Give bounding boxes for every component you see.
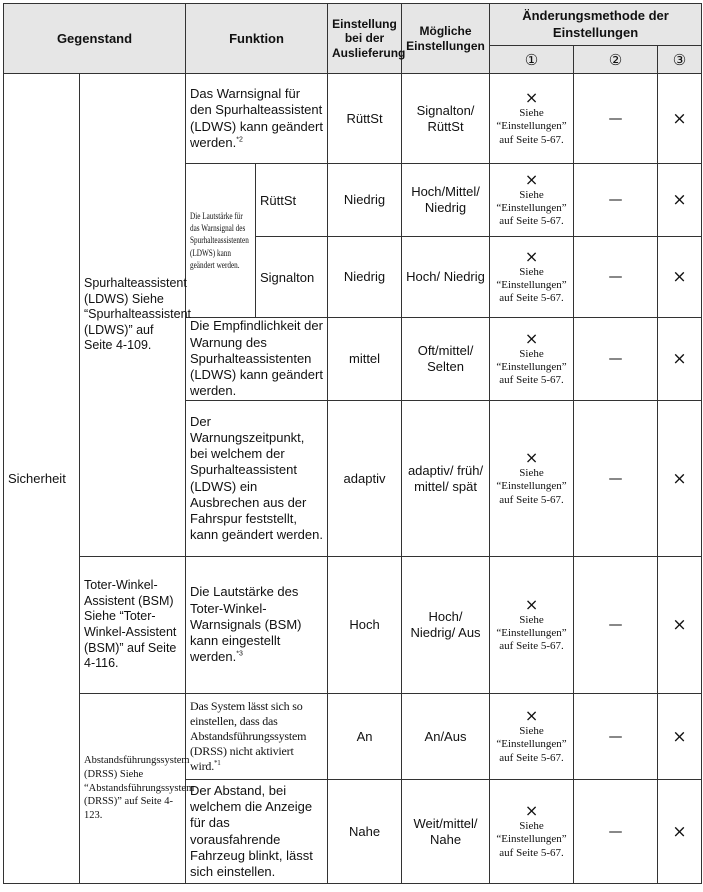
method-1-cell <box>490 237 574 318</box>
dash-icon: — <box>574 401 658 557</box>
options-value: Weit/mittel/ Nahe <box>402 780 490 884</box>
settings-reference: Siehe “Einstellungen” auf Seite 5-67. <box>496 347 567 387</box>
cross-icon: × <box>524 169 539 189</box>
settings-reference: Siehe “Einstellungen” auf Seite 5-67. <box>496 467 567 506</box>
dash-icon: — <box>574 164 658 237</box>
header-default-setting: Einstellung bei der Auslieferung <box>328 4 402 74</box>
group-ldws: Spurhalteassistent (LDWS) Siehe “Spurhalteassistent (LDWS)” auf Seite 4-109. <box>80 74 186 557</box>
function-text: Der Abstand, bei welchem die Anzeige für das vorausfahrende Fahrzeug blinkt, lässt sich einstellen. <box>186 780 328 884</box>
options-value: Oft/mittel/ Selten <box>402 318 490 401</box>
method-1-cell <box>490 318 574 401</box>
method-1-cell <box>490 780 574 884</box>
settings-reference: Siehe “Einstellungen” auf Seite 5-67. <box>496 613 567 653</box>
header-method-1: ① <box>490 46 574 74</box>
cross-icon: × <box>524 801 539 821</box>
cross-icon: × <box>658 164 702 237</box>
default-value: Hoch <box>328 557 402 694</box>
options-value: Signalton/ RüttSt <box>402 74 490 164</box>
function-text: Der Warnungszeitpunkt, bei welchem der Spurhalteassistent (LDWS) ein Ausbrechen aus der Fahrspur feststellt, kann geändert werden. <box>186 401 328 557</box>
function-text: Die Empfindlichkeit der Warnung des Spurhalteassistenten (LDWS) kann geändert werden. <box>186 318 328 401</box>
volume-label-cell <box>186 164 256 318</box>
settings-reference: Siehe “Einstellungen” auf Seite 5-67. <box>496 820 567 859</box>
default-value: adaptiv <box>328 401 402 557</box>
method-1-cell <box>490 557 574 694</box>
cross-icon: × <box>524 88 539 108</box>
table-row <box>4 74 702 164</box>
dash-icon: — <box>574 74 658 164</box>
cross-icon: × <box>524 706 539 726</box>
options-value: Hoch/ Niedrig/ Aus <box>402 557 490 694</box>
options-value: An/Aus <box>402 694 490 780</box>
cross-icon: × <box>658 780 702 884</box>
footnote-ref: *3 <box>236 651 243 659</box>
cross-icon: × <box>658 237 702 318</box>
dash-icon: — <box>574 318 658 401</box>
header-method-3: ③ <box>658 46 702 74</box>
settings-reference: Siehe “Einstellungen” auf Seite 5-67. <box>496 188 567 228</box>
sub-setting-label: RüttSt <box>256 164 328 237</box>
header-change-method: Änderungsmethode der Einstellungen <box>490 4 702 46</box>
cross-icon: × <box>658 74 702 164</box>
cross-icon: × <box>658 557 702 694</box>
options-value: Hoch/Mittel/ Niedrig <box>402 164 490 237</box>
cross-icon: × <box>658 694 702 780</box>
cross-icon: × <box>524 328 539 348</box>
cross-icon: × <box>658 318 702 401</box>
default-value: Niedrig <box>328 237 402 318</box>
default-value: An <box>328 694 402 780</box>
dash-icon: — <box>574 557 658 694</box>
table-row <box>4 694 702 780</box>
sub-setting-label: Signalton <box>256 237 328 318</box>
cross-icon: × <box>658 401 702 557</box>
settings-reference: Siehe “Einstellungen” auf Seite 5-67. <box>496 725 567 764</box>
dash-icon: — <box>574 694 658 780</box>
default-value: mittel <box>328 318 402 401</box>
category-cell: Sicherheit <box>4 74 80 884</box>
cross-icon: × <box>524 594 539 614</box>
group-drss: Abstandsführungssystem (DRSS) Siehe “Abstandsführungssystem (DRSS)” auf Seite 4-123. <box>80 694 186 884</box>
dash-icon: — <box>574 780 658 884</box>
header-method-2: ② <box>574 46 658 74</box>
function-text: Das Warnsignal für den Spurhalteassistent (LDWS) kann geändert werden.$^{*2}$ <box>186 74 328 164</box>
cross-icon: × <box>524 448 539 468</box>
group-bsm: Toter-Winkel-Assistent (BSM) Siehe “Toter-Winkel-Assistent (BSM)” auf Seite 4-116. <box>80 557 186 694</box>
function-text: Die Lautstärke des Toter-Winkel-Warnsignals (BSM) kann eingestellt werden.$^{*3}$ <box>186 557 328 694</box>
settings-reference: Siehe “Einstellungen” auf Seite 5-67. <box>496 107 567 146</box>
function-text: Das System lässt sich so einstellen, dass das Abstandsführungssystem (DRSS) nicht aktiviert wird.$^{*1}$ <box>186 694 328 780</box>
header-possible-settings: Mögliche Einstellungen <box>402 4 490 74</box>
method-1-cell <box>490 74 574 164</box>
header-item: Gegenstand <box>4 4 186 74</box>
default-value: Niedrig <box>328 164 402 237</box>
options-value: adaptiv/ früh/ mittel/ spät <box>402 401 490 557</box>
default-value: Nahe <box>328 780 402 884</box>
volume-label: Die Lautstärke für das Warnsignal des Spurhalteassistenten (LDWS) kann geändert werden. <box>190 211 249 270</box>
footnote-ref: *2 <box>236 136 243 144</box>
method-1-cell <box>490 694 574 780</box>
settings-table <box>3 3 702 884</box>
options-value: Hoch/ Niedrig <box>402 237 490 318</box>
method-1-cell <box>490 401 574 557</box>
footnote-ref: *1 <box>214 759 221 767</box>
table-row <box>4 557 702 694</box>
dash-icon: — <box>574 237 658 318</box>
header-function: Funktion <box>186 4 328 74</box>
cross-icon: × <box>524 246 539 266</box>
method-1-cell <box>490 164 574 237</box>
settings-reference: Siehe “Einstellungen” auf Seite 5-67. <box>496 265 567 305</box>
default-value: RüttSt <box>328 74 402 164</box>
